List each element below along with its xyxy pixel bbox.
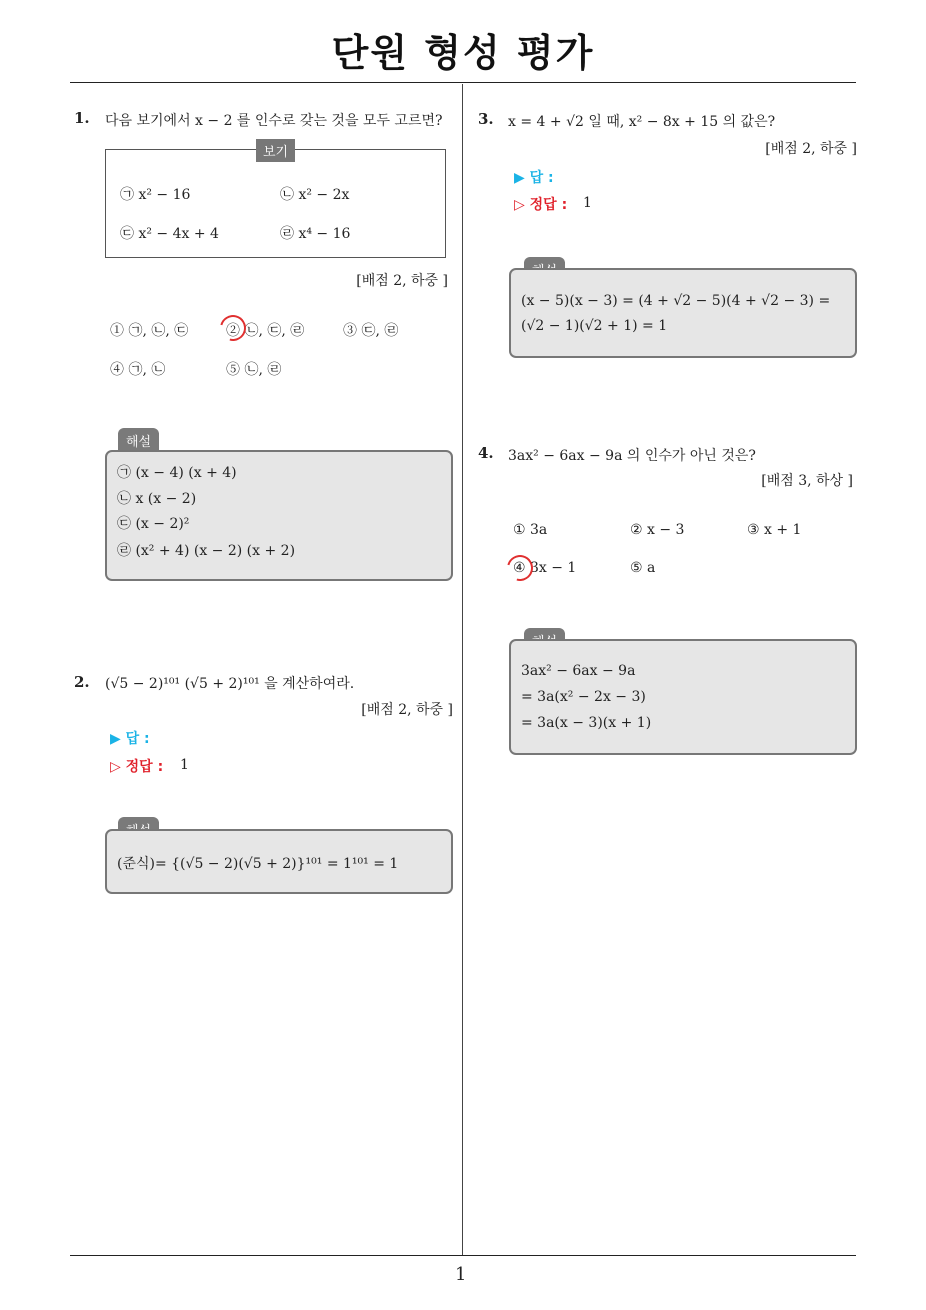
q1-solution-line: ㉣ (x² + 4) (x − 2) (x + 2) [117, 543, 296, 559]
q1-bogi-item: ㉡ x² − 2x [280, 187, 350, 203]
q1-bogi-item: ㉣ x⁴ − 16 [280, 226, 351, 242]
q2-correct-value: 1 [180, 757, 189, 773]
q3-correct-value: 1 [583, 195, 592, 211]
q4-score: [배점 3, 하상 ] [761, 473, 853, 489]
q3-answer-label[interactable]: ▶ 답 : [514, 170, 554, 186]
q1-bogi-item: ㉠ x² − 16 [120, 187, 191, 203]
q4-text: 3ax² − 6ax − 9a 의 인수가 아닌 것은? [508, 448, 756, 464]
q2-score: [배점 2, 하중 ] [361, 702, 453, 718]
q4-solution-line: = 3a(x − 3)(x + 1) [521, 715, 652, 731]
header-rule [70, 82, 856, 83]
q3-correct-label: ▷ 정답 : [514, 197, 568, 213]
q4-number: 4. [478, 444, 494, 462]
q1-solution-tag: 해설 [118, 428, 159, 453]
q3-number: 3. [478, 110, 494, 128]
q4-solution-line: 3ax² − 6ax − 9a [521, 663, 636, 679]
q3-solution-line: (√2 − 1)(√2 + 1) = 1 [521, 318, 668, 334]
q1-score: [배점 2, 하중 ] [356, 273, 448, 289]
q1-solution-line: ㉢ (x − 2)² [117, 516, 190, 532]
q2-solution-line: (준식)= {(√5 − 2)(√5 + 2)}¹⁰¹ = 1¹⁰¹ = 1 [117, 856, 399, 872]
q1-selected-mark [215, 310, 251, 346]
q1-number: 1. [74, 109, 90, 127]
page-number: 1 [455, 1264, 467, 1285]
q1-choice-4[interactable]: ④ ㉠, ㉡ [110, 362, 166, 378]
q4-choice-4[interactable]: ④ 3x − 1 [513, 560, 577, 576]
q1-choice-3[interactable]: ③ ㉢, ㉣ [343, 323, 399, 339]
column-divider [462, 84, 463, 1256]
q4-choice-3[interactable]: ③ x + 1 [747, 522, 802, 538]
q2-number: 2. [74, 673, 90, 691]
q1-choice-2[interactable]: ② ㉡, ㉢, ㉣ [226, 323, 305, 339]
q4-choice-1[interactable]: ① 3a [513, 522, 548, 538]
q1-solution-line: ㉠ (x − 4) (x + 4) [117, 465, 237, 481]
footer-rule [70, 1255, 856, 1256]
q1-solution-line: ㉡ x (x − 2) [117, 491, 197, 507]
q4-solution-line: = 3a(x² − 2x − 3) [521, 689, 646, 705]
q2-text: (√5 − 2)¹⁰¹ (√5 + 2)¹⁰¹ 을 계산하여라. [105, 676, 355, 692]
q2-correct-label: ▷ 정답 : [110, 759, 164, 775]
q4-choice-2[interactable]: ② x − 3 [630, 522, 685, 538]
q4-selected-mark [502, 550, 538, 586]
page-title: 단원 형성 평가 [331, 31, 595, 75]
q1-bogi-item: ㉢ x² − 4x + 4 [120, 226, 219, 242]
q3-text: x = 4 + √2 일 때, x² − 8x + 15 의 값은? [508, 114, 776, 130]
q1-bogi-label: 보기 [256, 139, 295, 162]
q2-answer-label[interactable]: ▶ 답 : [110, 731, 150, 747]
q1-choice-5[interactable]: ⑤ ㉡, ㉣ [226, 362, 282, 378]
q3-solution-line: (x − 5)(x − 3) = (4 + √2 − 5)(4 + √2 − 3) = [521, 293, 831, 309]
q4-choice-5[interactable]: ⑤ a [630, 560, 656, 576]
q1-choice-1[interactable]: ① ㉠, ㉡, ㉢ [110, 323, 189, 339]
q3-solution-box [509, 268, 857, 358]
q3-score: [배점 2, 하중 ] [765, 141, 857, 157]
q1-text: 다음 보기에서 x − 2 를 인수로 갖는 것을 모두 고르면? [105, 113, 443, 129]
